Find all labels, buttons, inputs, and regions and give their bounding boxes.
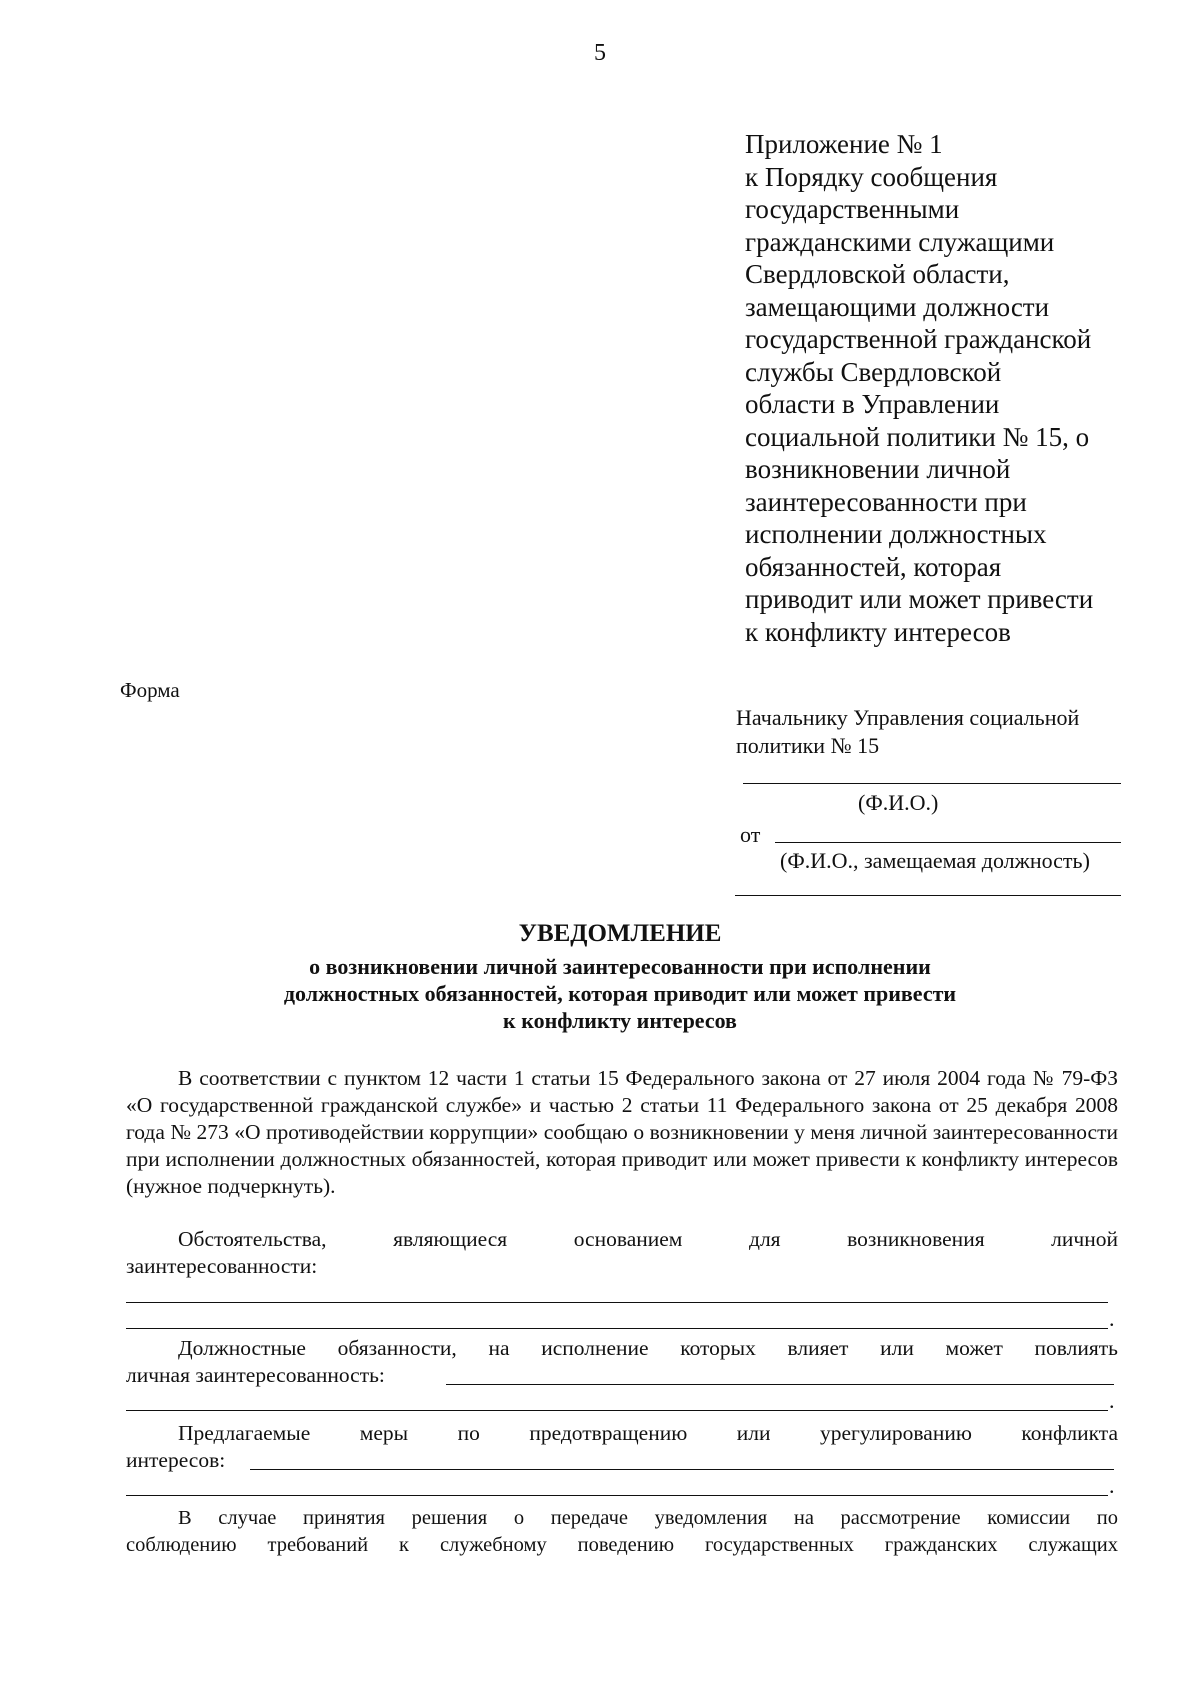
appendix-line: государственной гражданской — [745, 324, 1092, 354]
appendix-line: возникновении личной — [745, 454, 1011, 484]
commission-line-2: соблюдению требований к служебному поведению государственных гражданских служащих — [126, 1534, 1118, 1556]
fio-caption: (Ф.И.О.) — [858, 790, 939, 815]
appendix-header — [745, 128, 1165, 648]
appendix-line: к конфликту интересов — [745, 616, 1011, 647]
addressee-line-1: Начальнику Управления социальной — [736, 705, 1080, 730]
period: . — [1109, 1473, 1115, 1498]
measures-label-line-2: интересов: — [126, 1448, 226, 1472]
measures-label-line-1: Предлагаемые меры по предотвращению или урегулированию конфликта — [178, 1421, 1118, 1445]
subtitle-line-1: о возникновении личной заинтересованности при исполнении — [309, 954, 931, 979]
addressee-fio-line[interactable] — [743, 783, 1121, 784]
page-number: 5 — [594, 40, 606, 66]
appendix-line: гражданскими служащими — [745, 226, 1055, 257]
subtitle-line-3: к конфликту интересов — [503, 1008, 737, 1033]
addressee-line-2: политики № 15 — [736, 733, 880, 758]
extra-line[interactable] — [735, 895, 1121, 896]
subtitle-line-2: должностных обязанностей, которая приводит или может привести — [283, 981, 957, 1006]
duties-label-line-2: личная заинтересованность: — [126, 1363, 385, 1387]
circumstances-line-2[interactable] — [126, 1328, 1108, 1329]
document-subtitle — [0, 953, 1200, 1034]
appendix-line: заинтересованности при — [745, 486, 1027, 517]
duties-line-1[interactable] — [446, 1384, 1114, 1385]
period: . — [1109, 1306, 1115, 1331]
appendix-line: службы Свердловской — [745, 356, 1002, 387]
measures-line-2[interactable] — [126, 1495, 1108, 1496]
circumstances-label-line-1: Обстоятельства, являющиеся основанием для возникновения личной — [178, 1227, 1118, 1251]
duties-label-line-1: Должностные обязанности, на исполнение которых влияет или может повлиять — [178, 1336, 1118, 1360]
from-line[interactable] — [775, 842, 1121, 843]
position-caption: (Ф.И.О., замещаемая должность) — [780, 848, 1090, 873]
appendix-line: исполнении должностных — [745, 519, 1047, 549]
appendix-line: области в Управлении — [745, 389, 1000, 419]
appendix-line: обязанностей, которая — [745, 551, 1002, 582]
from-label: от — [740, 822, 761, 847]
appendix-line: Свердловской области, — [745, 259, 1010, 289]
circumstances-label-line-2: заинтересованности: — [126, 1254, 318, 1278]
document-title: УВЕДОМЛЕНИЕ — [518, 920, 722, 947]
circumstances-line-1[interactable] — [126, 1302, 1108, 1303]
period: . — [1109, 1388, 1115, 1413]
duties-line-2[interactable] — [126, 1410, 1108, 1411]
paragraph-intro: В соответствии с пунктом 12 части 1 статьи 15 Федерального закона от 27 июля 2004 года № 79-ФЗ «О государственной гражданской службе» и частью 2 статьи 11 Федерального закона от 25 декабря 2008 года № 273 «О противодействии коррупции» сообщаю о возникновении у меня личной заинтересованности при исполнении должностных обязанностей, которая приводит или может привести к конфликту интересов (нужное подчеркнуть). — [126, 1066, 1118, 1198]
appendix-line: замещающими должности — [745, 291, 1050, 322]
form-label: Форма — [120, 678, 180, 702]
commission-line-1: В случае принятия решения о передаче уведомления на рассмотрение комиссии по — [178, 1507, 1118, 1529]
appendix-line: государственными — [745, 194, 960, 224]
measures-line-1[interactable] — [250, 1469, 1114, 1470]
addressee-block — [736, 704, 1136, 760]
appendix-line: социальной политики № 15, о — [745, 421, 1090, 452]
appendix-line: приводит или может привести — [745, 584, 1094, 614]
appendix-line: к Порядку сообщения — [745, 161, 998, 192]
appendix-line: Приложение № 1 — [745, 129, 943, 159]
